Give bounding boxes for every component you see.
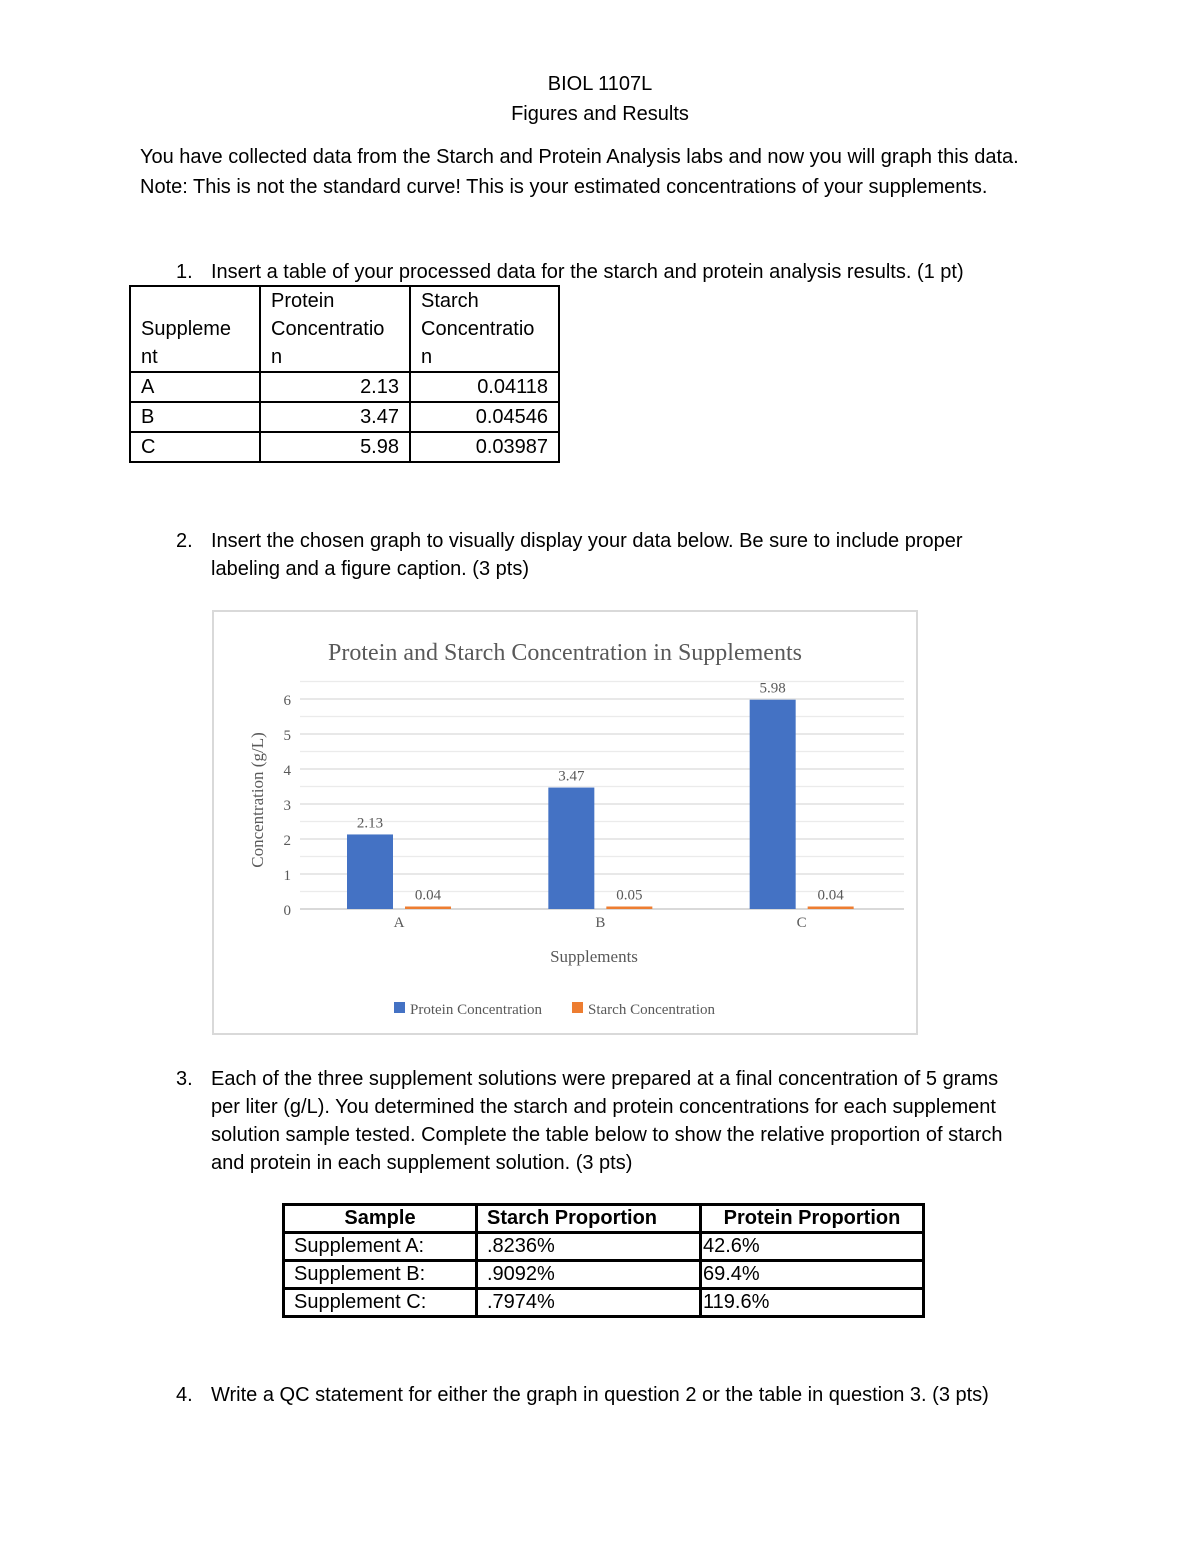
question-2-number: 2. xyxy=(176,530,193,552)
question-2 xyxy=(176,527,1031,583)
table-row xyxy=(284,1233,924,1261)
bar xyxy=(405,907,451,910)
y-tick-label: 0 xyxy=(283,903,291,919)
header-line: Concentratio xyxy=(421,318,535,340)
question-4-text: Write a QC statement for either the graph in question 2 or the table in question 3. (3 pts) xyxy=(211,1384,989,1406)
header-line: n xyxy=(421,346,433,368)
bar xyxy=(808,907,854,910)
data-label: 5.98 xyxy=(759,680,786,697)
question-2-text: Insert the chosen graph to visually display your data below. Be sure to include proper labeling and a figure caption. (3 pts) xyxy=(211,530,963,580)
data-label: 2.13 xyxy=(356,815,384,832)
x-tick-label: B xyxy=(595,915,606,931)
cell-protein: 3.47 xyxy=(260,402,410,432)
y-tick-label: 4 xyxy=(283,763,291,779)
cell-starch: 0.03987 xyxy=(410,432,559,462)
header-line: nt xyxy=(141,346,158,368)
y-tick-label: 2 xyxy=(283,833,291,849)
cell-protein: 5.98 xyxy=(260,432,410,462)
x-tick-label: C xyxy=(796,915,807,931)
header-line: Suppleme xyxy=(141,318,232,340)
header-sample: Sample xyxy=(284,1205,477,1233)
header-line: Concentratio xyxy=(271,318,385,340)
cell-starch: 0.04118 xyxy=(410,372,559,402)
cell-protein-proportion[interactable]: 42.6% xyxy=(701,1233,924,1261)
y-tick-label: 5 xyxy=(283,728,291,744)
table-header-row xyxy=(130,286,559,372)
header-protein-proportion: Protein Proportion xyxy=(701,1205,924,1233)
bar xyxy=(750,700,796,909)
y-tick-label: 6 xyxy=(283,693,291,709)
table-row xyxy=(284,1289,924,1317)
chart-title: Protein and Starch Concentration in Supplements xyxy=(328,640,802,666)
cell-starch: 0.04546 xyxy=(410,402,559,432)
table-header-row xyxy=(284,1205,924,1233)
legend-swatch xyxy=(394,1002,405,1013)
question-3-number: 3. xyxy=(176,1068,193,1090)
bar xyxy=(606,907,652,910)
question-4-number: 4. xyxy=(176,1384,193,1406)
legend-label: Protein Concentration xyxy=(410,1002,543,1018)
cell-supplement: A xyxy=(130,372,260,402)
header-protein xyxy=(260,286,410,372)
bar-chart xyxy=(214,612,916,1033)
legend-swatch xyxy=(572,1002,583,1013)
header-line: Protein xyxy=(271,290,335,312)
cell-protein: 2.13 xyxy=(260,372,410,402)
header-starch xyxy=(410,286,559,372)
table-row xyxy=(130,402,559,432)
question-3 xyxy=(176,1065,1021,1177)
table-row xyxy=(130,372,559,402)
cell-protein-proportion[interactable]: 119.6% xyxy=(701,1289,924,1317)
question-3-text: Each of the three supplement solutions were prepared at a final concentration of 5 grams per liter (g/L). You determined the starch and protein concentrations for each supplement solution sample tested. Complete the table below to show the relative proportion of starch and protein in each supplement solution. (3 pts) xyxy=(211,1068,1003,1174)
header-supplement xyxy=(130,286,260,372)
question-1-text: Insert a table of your processed data for the starch and protein analysis results. (1 pt) xyxy=(211,261,964,283)
data-label: 0.05 xyxy=(616,887,643,904)
header-starch-proportion: Starch Proportion xyxy=(477,1205,701,1233)
chart-container[interactable] xyxy=(212,610,918,1035)
cell-supplement: B xyxy=(130,402,260,432)
x-tick-label: A xyxy=(393,915,405,931)
cell-sample: Supplement C: xyxy=(284,1289,477,1317)
header-line: Starch xyxy=(421,290,479,312)
cell-starch-proportion[interactable]: .8236% xyxy=(477,1233,701,1261)
question-1-number: 1. xyxy=(176,261,193,283)
proportion-table xyxy=(282,1203,925,1318)
cell-sample: Supplement B: xyxy=(284,1261,477,1289)
question-1 xyxy=(176,258,1091,286)
cell-protein-proportion[interactable]: 69.4% xyxy=(701,1261,924,1289)
data-label: 0.04 xyxy=(817,887,844,904)
page-subtitle: Figures and Results xyxy=(511,103,689,125)
data-label: 0.04 xyxy=(414,887,442,904)
bar xyxy=(548,788,594,909)
cell-supplement: C xyxy=(130,432,260,462)
course-title: BIOL 1107L xyxy=(547,73,653,95)
question-4 xyxy=(176,1381,1111,1409)
processed-data-table xyxy=(129,285,560,463)
bar xyxy=(347,834,393,909)
cell-starch-proportion[interactable]: .9092% xyxy=(477,1261,701,1289)
table-row xyxy=(130,432,559,462)
header-line: n xyxy=(271,346,283,368)
intro-paragraph: You have collected data from the Starch and Protein Analysis labs and now you will graph this data. Note: This is not the standard curve! This is your estimated concentrations of your supplements. xyxy=(140,146,1019,198)
y-tick-label: 1 xyxy=(283,868,291,884)
data-label: 3.47 xyxy=(558,768,585,785)
y-axis-label: Concentration (g/L) xyxy=(248,732,267,868)
cell-starch-proportion[interactable]: .7974% xyxy=(477,1289,701,1317)
y-tick-label: 3 xyxy=(283,798,291,814)
table-row xyxy=(284,1261,924,1289)
legend-label: Starch Concentration xyxy=(588,1002,716,1018)
cell-sample: Supplement A: xyxy=(284,1233,477,1261)
x-axis-label: Supplements xyxy=(550,947,638,966)
